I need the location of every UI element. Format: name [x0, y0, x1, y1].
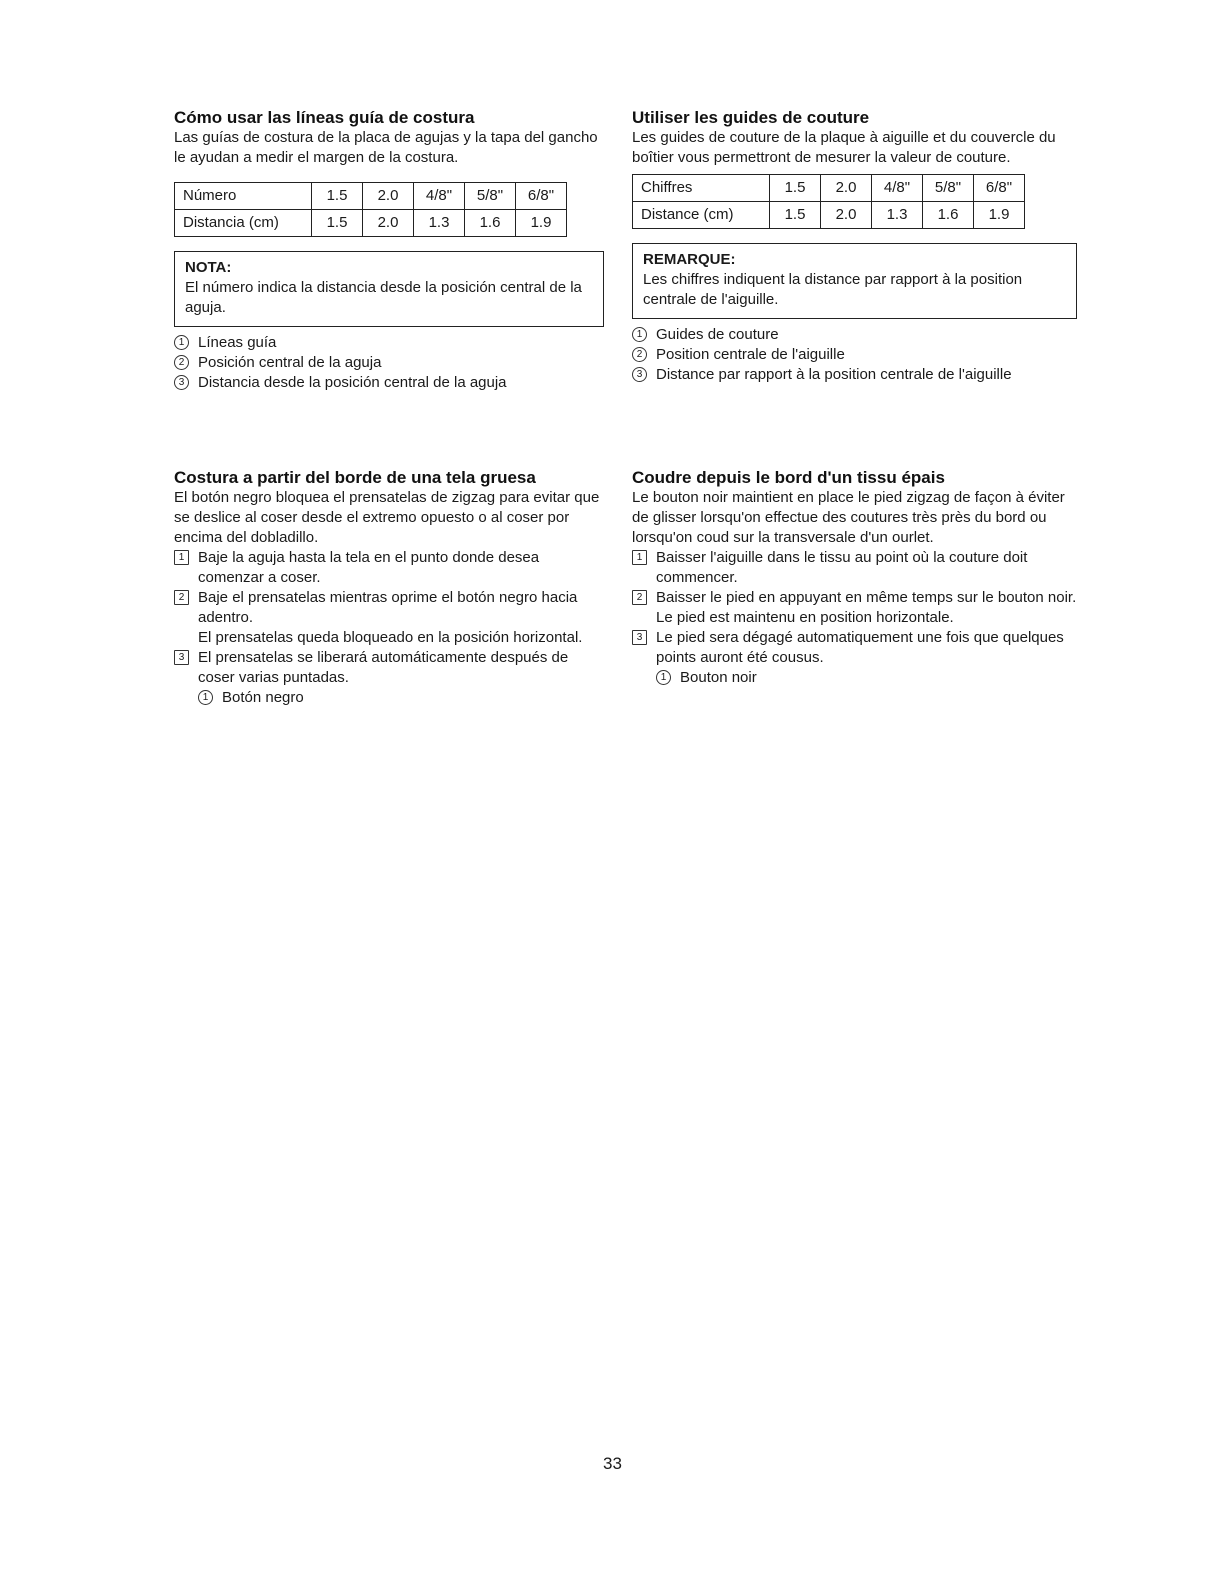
step-item	[174, 648, 604, 688]
step-subtext	[632, 608, 1077, 628]
list-item-text: Posición central de la aguja	[198, 354, 382, 371]
step-text: El prensatelas se liberará automáticamente después de coser varias puntadas.	[198, 649, 569, 686]
intro-paragraph-fr: Les guides de couture de la plaque à aiguille et du couvercle du boîtier vous permettront de mesurer la valeur de couture.	[632, 129, 1056, 166]
table-cell: 5/8"	[923, 175, 974, 202]
step-text: Baisser le pied en appuyant en même temps sur le bouton noir.	[656, 589, 1077, 606]
list-item	[632, 365, 1077, 385]
list-item-text: Distance par rapport à la position centrale de l'aiguille	[656, 366, 1012, 383]
step-number-icon: 1	[174, 550, 189, 565]
step-number-icon: 2	[632, 590, 647, 605]
step-item	[174, 588, 604, 628]
reference-list-es	[174, 333, 604, 393]
table-cell: 1.3	[414, 210, 465, 237]
step-number-icon: 3	[632, 630, 647, 645]
step-item	[632, 588, 1077, 608]
note-title: REMARQUE:	[643, 251, 736, 268]
french-section-thick-fabric	[632, 468, 1077, 688]
step-subtext	[174, 628, 604, 648]
table-row	[633, 202, 1025, 229]
table-cell: 1.5	[312, 210, 363, 237]
circled-number-icon: 1	[174, 335, 189, 350]
table-cell: 4/8"	[414, 183, 465, 210]
steps-list-es	[174, 548, 604, 708]
table-cell: 1.9	[516, 210, 567, 237]
table-cell: 1.6	[465, 210, 516, 237]
table-cell: 6/8"	[974, 175, 1025, 202]
table-cell: 1.9	[974, 202, 1025, 229]
reference-text: Bouton noir	[680, 669, 757, 686]
circled-number-icon: 2	[174, 355, 189, 370]
spanish-column	[174, 108, 604, 393]
step-text: Baje el prensatelas mientras oprime el botón negro hacia adentro.	[198, 589, 578, 626]
table-cell: 2.0	[821, 175, 872, 202]
circled-number-icon: 1	[656, 670, 671, 685]
circled-number-icon: 3	[174, 375, 189, 390]
note-box-fr	[632, 243, 1077, 319]
table-cell-label: Distancia (cm)	[175, 210, 312, 237]
note-title: NOTA:	[185, 259, 232, 276]
list-item	[632, 325, 1077, 345]
step-item	[632, 628, 1077, 668]
step-subtext-text: Le pied est maintenu en position horizontale.	[656, 609, 954, 626]
step-item	[632, 548, 1077, 588]
step-text: Baje la aguja hasta la tela en el punto donde desea comenzar a coser.	[198, 549, 540, 586]
list-item	[174, 333, 604, 353]
step-item	[174, 548, 604, 588]
list-item-text: Position centrale de l'aiguille	[656, 346, 845, 363]
reference-list-fr	[632, 325, 1077, 385]
circled-number-icon: 3	[632, 367, 647, 382]
step-text: Baisser l'aiguille dans le tissu au point où la couture doit commencer.	[656, 549, 1028, 586]
table-cell-label: Distance (cm)	[633, 202, 770, 229]
table-cell: 2.0	[363, 210, 414, 237]
table-row	[633, 175, 1025, 202]
list-item-text: Líneas guía	[198, 334, 277, 351]
steps-list-fr	[632, 548, 1077, 688]
note-box-es	[174, 251, 604, 327]
table-cell: 5/8"	[465, 183, 516, 210]
reference-text: Botón negro	[222, 689, 304, 706]
table-cell: 2.0	[821, 202, 872, 229]
list-item-text: Guides de couture	[656, 326, 779, 343]
table-cell-label: Número	[175, 183, 312, 210]
list-item	[174, 353, 604, 373]
note-text: El número indica la distancia desde la posición central de la aguja.	[185, 279, 582, 316]
reference-item	[632, 668, 1077, 688]
table-cell: 4/8"	[872, 175, 923, 202]
step-number-icon: 3	[174, 650, 189, 665]
list-item	[174, 373, 604, 393]
step-number-icon: 1	[632, 550, 647, 565]
measure-table-fr	[632, 174, 1025, 229]
reference-item	[174, 688, 604, 708]
table-cell: 1.3	[872, 202, 923, 229]
circled-number-icon: 1	[632, 327, 647, 342]
table-cell: 1.5	[312, 183, 363, 210]
table-cell: 1.6	[923, 202, 974, 229]
french-column	[632, 108, 1077, 385]
circled-number-icon: 1	[198, 690, 213, 705]
page-number: 33	[603, 1454, 622, 1473]
section-heading-thick-fabric-fr: Coudre depuis le bord d'un tissu épais	[632, 468, 945, 487]
step-subtext-text: El prensatelas queda bloqueado en la posición horizontal.	[198, 629, 583, 646]
list-item	[632, 345, 1077, 365]
table-cell: 6/8"	[516, 183, 567, 210]
measure-table-es	[174, 182, 567, 237]
step-text: Le pied sera dégagé automatiquement une fois que quelques points auront été cousus.	[656, 629, 1064, 666]
table-row	[175, 183, 567, 210]
intro-paragraph-fr: Le bouton noir maintient en place le pied zigzag de façon à éviter de glisser lorsqu'on effectue des coutures très près du bord ou lorsqu'on coud sur la transversale d'un ourlet.	[632, 489, 1065, 546]
intro-paragraph-es: El botón negro bloquea el prensatelas de zigzag para evitar que se deslice al coser desde el extremo opuesto o al coser por encima del dobladillo.	[174, 489, 600, 546]
spanish-section-thick-fabric	[174, 468, 604, 708]
note-text: Les chiffres indiquent la distance par rapport à la position centrale de l'aiguille.	[643, 271, 1023, 308]
table-row	[175, 210, 567, 237]
section-heading-guide-lines-es: Cómo usar las líneas guía de costura	[174, 108, 475, 127]
step-number-icon: 2	[174, 590, 189, 605]
circled-number-icon: 2	[632, 347, 647, 362]
section-heading-guide-lines-fr: Utiliser les guides de couture	[632, 108, 870, 127]
table-cell-label: Chiffres	[633, 175, 770, 202]
intro-paragraph-es: Las guías de costura de la placa de agujas y la tapa del gancho le ayudan a medir el margen de la costura.	[174, 129, 598, 166]
table-cell: 1.5	[770, 202, 821, 229]
table-cell: 1.5	[770, 175, 821, 202]
table-cell: 2.0	[363, 183, 414, 210]
list-item-text: Distancia desde la posición central de la aguja	[198, 374, 507, 391]
section-heading-thick-fabric-es: Costura a partir del borde de una tela gruesa	[174, 468, 536, 487]
